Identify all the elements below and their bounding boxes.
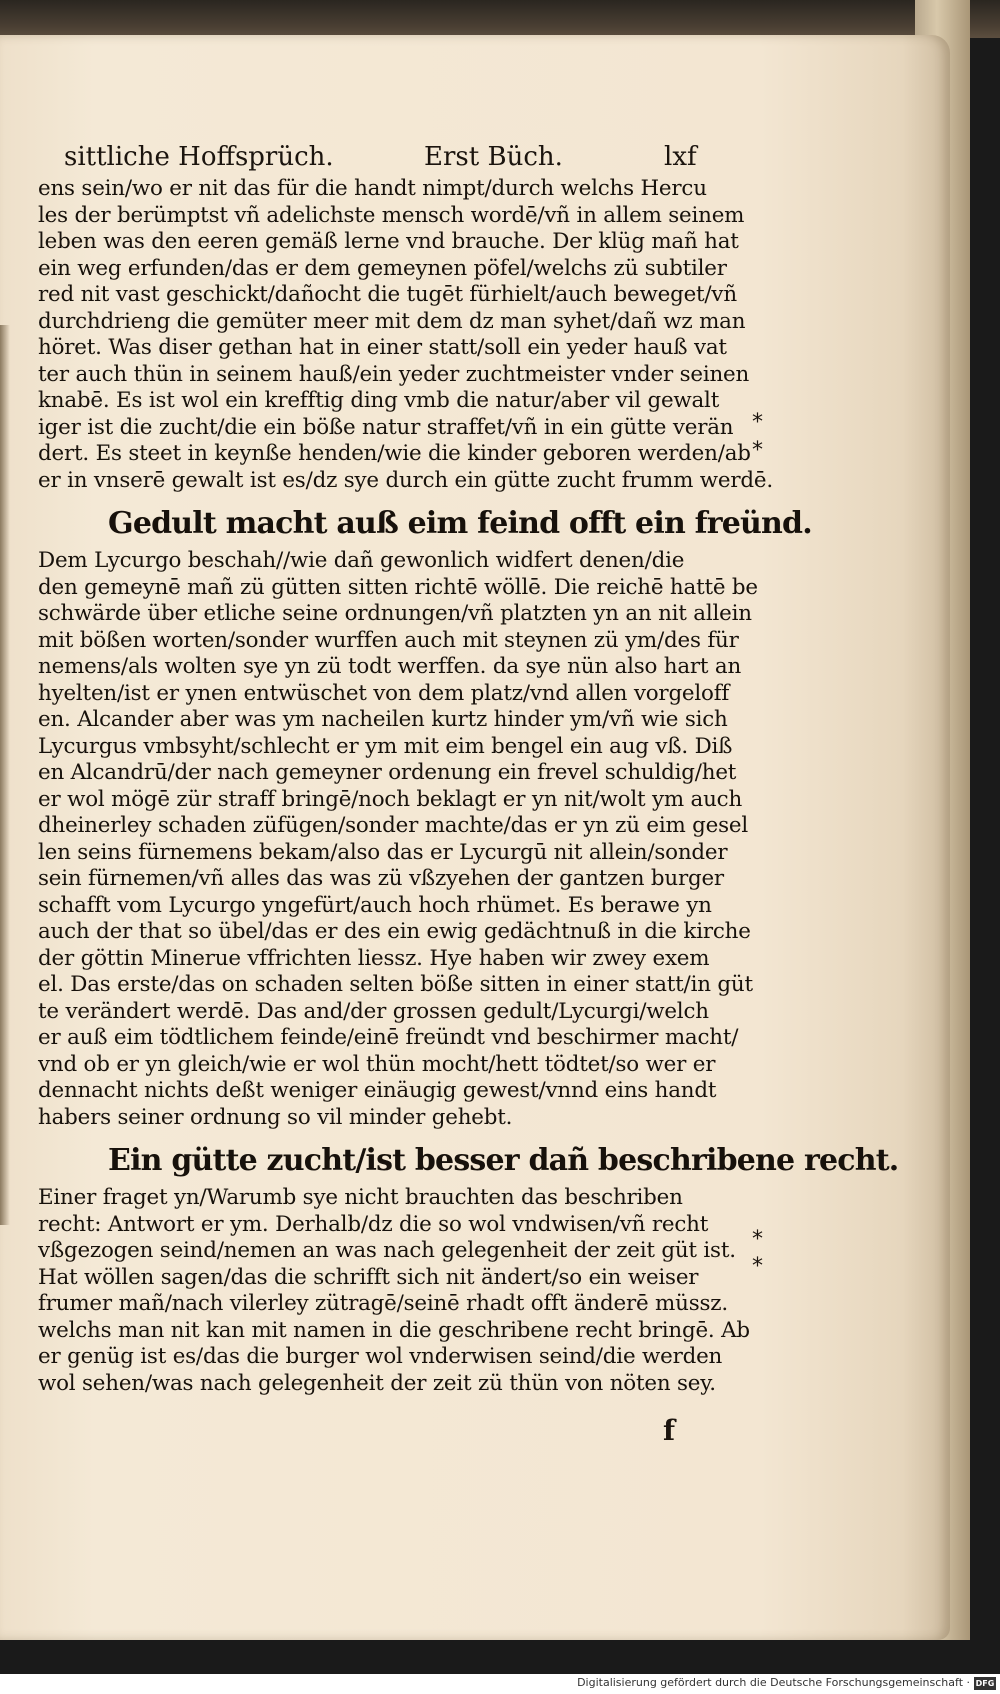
footer-credit: Digitalisierung gefördert durch die Deutsche Forschungsgemeinschaft · <box>577 1676 970 1689</box>
text-line: auch der that so übel/das er des ein ewig gedächtnuß in die kirche <box>38 919 751 944</box>
folio-number: lxf <box>664 142 697 172</box>
text-line: durchdrieng die gemüter meer mit dem dz man syhet/dañ wz man <box>38 308 746 334</box>
text-line: habers seiner ordnung so vil minder gehebt. <box>38 1104 513 1130</box>
text-line: en Alcandrū/der nach gemeyner ordenung ein frevel schuldig/het <box>38 760 737 785</box>
section-heading-1: Gedult macht auß eim feind offt ein freünd. <box>108 506 812 541</box>
paragraph-3 <box>38 1185 750 1397</box>
text-line: vßgezogen seind/nemen an was nach gelegenheit der zeit güt ist. <box>38 1238 736 1263</box>
text-line: les der berümptst vñ adelichste mensch wordē/vñ in allem seinem <box>38 202 745 228</box>
text-line: Hat wöllen sagen/das die schrifft sich nit ändert/so ein weiser <box>38 1264 699 1290</box>
paragraph-2 <box>38 548 758 1131</box>
signature-mark: f <box>663 1414 676 1447</box>
text-line: mit bößen worten/sonder wurffen auch mit steynen zü ym/des für <box>38 627 739 653</box>
running-title: sittliche Hoffsprüch. <box>64 142 334 172</box>
footer-bar <box>0 1674 1000 1694</box>
paragraph-1 <box>38 176 773 494</box>
asterisk-mark: * <box>752 410 763 435</box>
asterisk-mark: * <box>752 438 763 463</box>
text-line: red nit vast geschickt/dañocht die tugēt fürhielt/auch beweget/vñ <box>38 282 737 307</box>
text-line: sein fürnemen/vñ alles das was zü vßzyehen der gantzen burger <box>38 866 724 891</box>
page-gutter-shadow <box>0 325 10 1225</box>
text-line: knabē. Es ist wol ein krefftig ding vmb die natur/aber vil gewalt <box>38 388 720 413</box>
text-line: schafft vom Lycurgo yngefürt/auch hoch rhümet. Es berawe yn <box>38 892 712 918</box>
text-line: frumer mañ/nach vilerley zütragē/seinē rhadt offt änderē müssz. <box>38 1291 728 1316</box>
main-text <box>38 176 899 1397</box>
text-line: schwärde über etliche seine ordnungen/vñ platzten yn an nit allein <box>38 601 752 626</box>
text-line: Lycurgus vmbsyht/schlecht er ym mit eim bengel ein aug vß. Diß <box>38 733 733 759</box>
text-line: welchs man nit kan mit namen in die geschribene recht bringē. Ab <box>38 1317 750 1343</box>
text-line: Einer fraget yn/Warumb sye nicht brauchten das beschriben <box>38 1185 683 1210</box>
text-line: iger ist die zucht/die ein böße natur straffet/vñ in ein gütte verän <box>38 414 734 440</box>
text-line: recht: Antwort er ym. Derhalb/dz die so wol vndwisen/vñ recht <box>38 1211 709 1237</box>
text-line: er genüg ist es/das die burger wol vnderwisen seind/die werden <box>38 1344 723 1369</box>
text-line: nemens/als wolten sye yn zü todt werffen. da sye nün also hart an <box>38 654 742 679</box>
text-line: er in vnserē gewalt ist es/dz sye durch ein gütte zucht frumm werdē. <box>38 467 773 493</box>
text-line: te verändert werdē. Das and/der grossen gedult/Lycurgi/welch <box>38 998 709 1024</box>
dfg-logo-icon: DFG <box>975 1679 995 1688</box>
text-line: Dem Lycurgo beschah//wie dañ gewonlich widfert denen/die <box>38 548 685 573</box>
text-line: ein weg erfunden/das er dem gemeynen pöfel/welchs zü subtiler <box>38 255 727 281</box>
asterisk-mark: * <box>752 1254 763 1279</box>
text-line: dennacht nichts deßt weniger einäugig gewest/vnnd eins handt <box>38 1078 717 1103</box>
text-line: den gemeynē mañ zü gütten sitten richtē wöllē. Die reichē hattē be <box>38 574 758 600</box>
text-line: wol sehen/was nach gelegenheit der zeit zü thün von nöten sey. <box>38 1370 716 1396</box>
text-line: el. Das erste/das on schaden selten böße sitten in einer statt/in güt <box>38 972 753 997</box>
text-line: der göttin Minerue vffrichten liessz. Hye haben wir zwey exem <box>38 945 710 971</box>
text-line: er wol mögē zür straff bringē/noch beklagt er yn nit/wolt ym auch <box>38 786 743 812</box>
book-title: Erst Büch. <box>424 142 563 172</box>
text-line: dert. Es steet in keynße henden/wie die kinder geboren werden/ab <box>38 441 751 466</box>
text-line: er auß eim tödtlichem feinde/einē freündt vnd beschirmer macht/ <box>38 1025 739 1050</box>
text-line: dheinerley schaden züfügen/sonder machte/das er yn zü eim gesel <box>38 813 748 838</box>
text-line: hyelten/ist er ynen entwüschet von dem platz/vnd allen vorgeloff <box>38 680 730 706</box>
text-line: len seins fürnemens bekam/also das er Lycurgū nit allein/sonder <box>38 839 728 865</box>
text-line: ens sein/wo er nit das für die handt nimpt/durch welchs Hercu <box>38 176 707 201</box>
text-line: en. Alcander aber was ym nacheilen kurtz hinder ym/vñ wie sich <box>38 707 728 732</box>
book-top-edge <box>0 0 1000 38</box>
text-line: ter auch thün in seinem hauß/ein yeder zuchtmeister vnder seinen <box>38 361 750 387</box>
text-line: leben was den eeren gemäß lerne vnd brauche. Der klüg mañ hat <box>38 229 739 254</box>
text-line: vnd ob er yn gleich/wie er wol thün mocht/hett tödtet/so wer er <box>38 1051 716 1077</box>
text-line: höret. Was diser gethan hat in einer statt/soll ein yeder hauß vat <box>38 335 727 360</box>
section-heading-2: Ein gütte zucht/ist besser dañ beschribene recht. <box>108 1143 899 1178</box>
asterisk-mark: * <box>752 1227 763 1252</box>
